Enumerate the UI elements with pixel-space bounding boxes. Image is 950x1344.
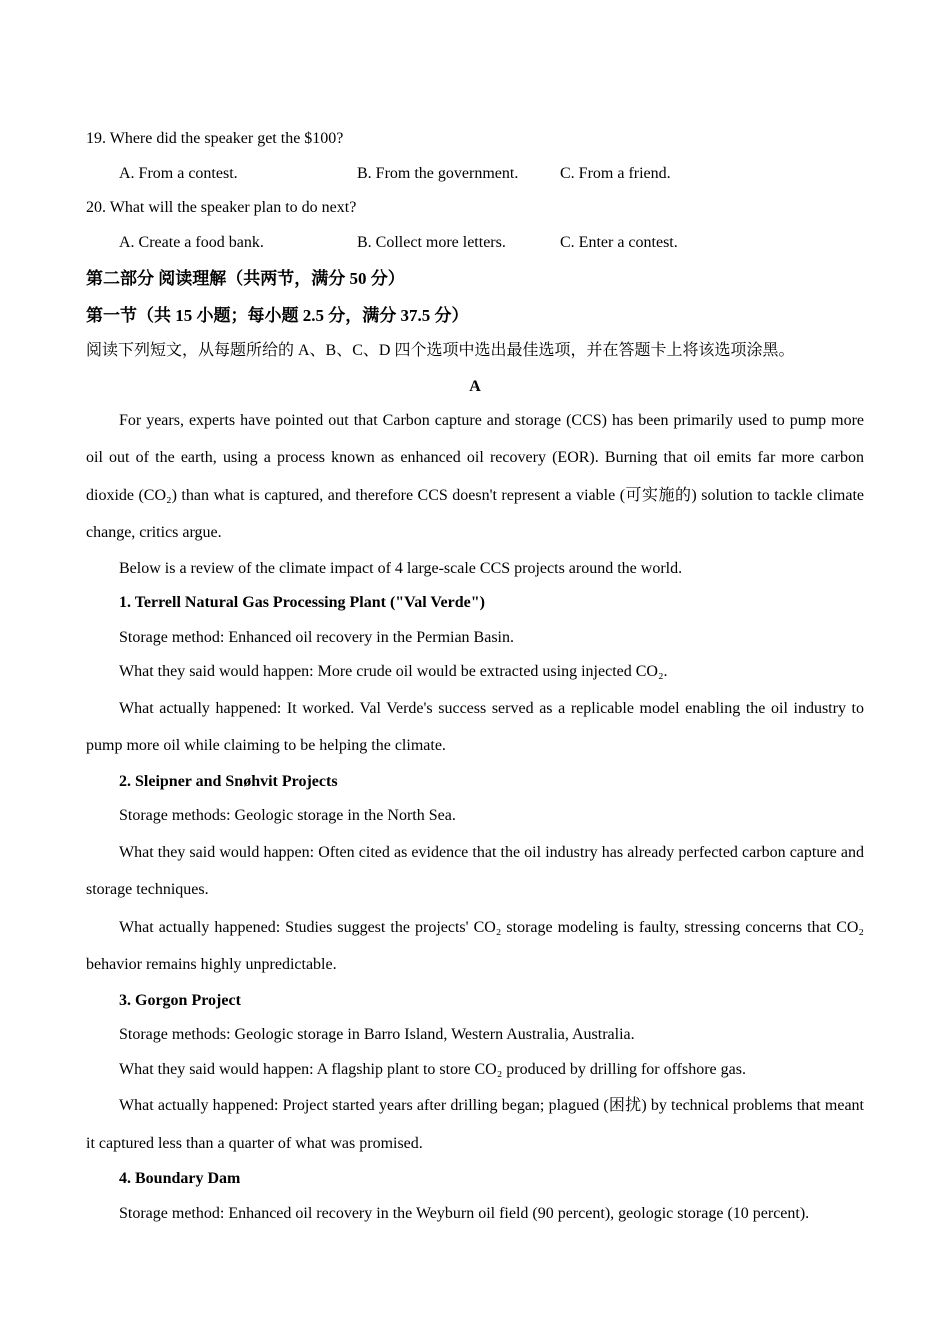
project-3-title: 3. Gorgon Project (119, 991, 241, 1009)
project-2-storage: Storage methods: Geologic storage in the North Sea. (119, 807, 456, 824)
question-20-options (86, 226, 864, 261)
instructions: 阅读下列短文，从每题所给的 A、B、C、D 四个选项中选出最佳选项，并在答题卡上将该选项涂黑。 (86, 342, 795, 359)
section1-heading: 第一节（共 15 小题；每小题 2.5 分，满分 37.5 分） (86, 306, 469, 325)
project-1-storage: Storage method: Enhanced oil recovery in the Permian Basin. (119, 628, 514, 646)
question-20-stem: 20. What will the speaker plan to do next? (86, 199, 357, 216)
question-19-option-b: B. From the government. (357, 164, 519, 182)
project-2-title: 2. Sleipner and Snøhvit Projects (119, 772, 338, 790)
question-19-options (86, 157, 864, 192)
question-19-option-c: C. From a friend. (560, 164, 671, 182)
question-20-option-c: C. Enter a contest. (560, 233, 678, 251)
project-2-actual: What actually happened: Studies suggest the projects' CO₂ storage modeling is faulty, stressing concerns that CO₂ behavior remains highly unpredictable. (86, 918, 864, 973)
project-1-said: What they said would happen: More crude oil would be extracted using injected CO₂. (119, 663, 668, 680)
question-19-stem: 19. Where did the speaker get the $100? (86, 130, 344, 147)
project-3-actual: What actually happened: Project started years after drilling began; plagued (困扰) by technical problems that meant it captured less than a quarter of what was promised. (86, 1097, 864, 1152)
project-4-storage: Storage method: Enhanced oil recovery in the Weyburn oil field (90 percent), geologic storage (10 percent). (119, 1204, 810, 1222)
review-line: Below is a review of the climate impact of 4 large-scale CCS projects around the world. (119, 559, 683, 577)
project-1-actual: What actually happened: It worked. Val Verde's success served as a replicable model enabling the oil industry to pump more oil while claiming to be helping the climate. (86, 699, 864, 754)
question-20-option-b: B. Collect more letters. (357, 233, 506, 251)
part2-heading: 第二部分 阅读理解（共两节，满分 50 分） (86, 269, 405, 288)
project-3-said: What they said would happen: A flagship plant to store CO₂ produced by drilling for offshore gas. (119, 1060, 746, 1078)
passage-label: A (469, 377, 481, 395)
intro-paragraph: For years, experts have pointed out that Carbon capture and storage (CCS) has been primarily used to pump more oil out of the earth, using a process known as enhanced oil recovery (EOR). Burning that oil emits far more carbon dioxide (CO₂) than what is captured, and therefore CCS doesn't represent a viable (可实施的) solution to tackle climate change, critics argue. (86, 411, 864, 541)
question-20-option-a: A. Create a food bank. (119, 233, 264, 251)
project-2-said: What they said would happen: Often cited as evidence that the oil industry has already perfected carbon capture and storage techniques. (86, 843, 864, 898)
project-3-storage: Storage methods: Geologic storage in Barro Island, Western Australia, Australia. (119, 1026, 635, 1043)
project-4-title: 4. Boundary Dam (119, 1170, 241, 1187)
project-1-title: 1. Terrell Natural Gas Processing Plant ("Val Verde") (119, 594, 485, 611)
page-content (86, 122, 864, 1231)
question-19-option-a: A. From a contest. (119, 164, 238, 182)
